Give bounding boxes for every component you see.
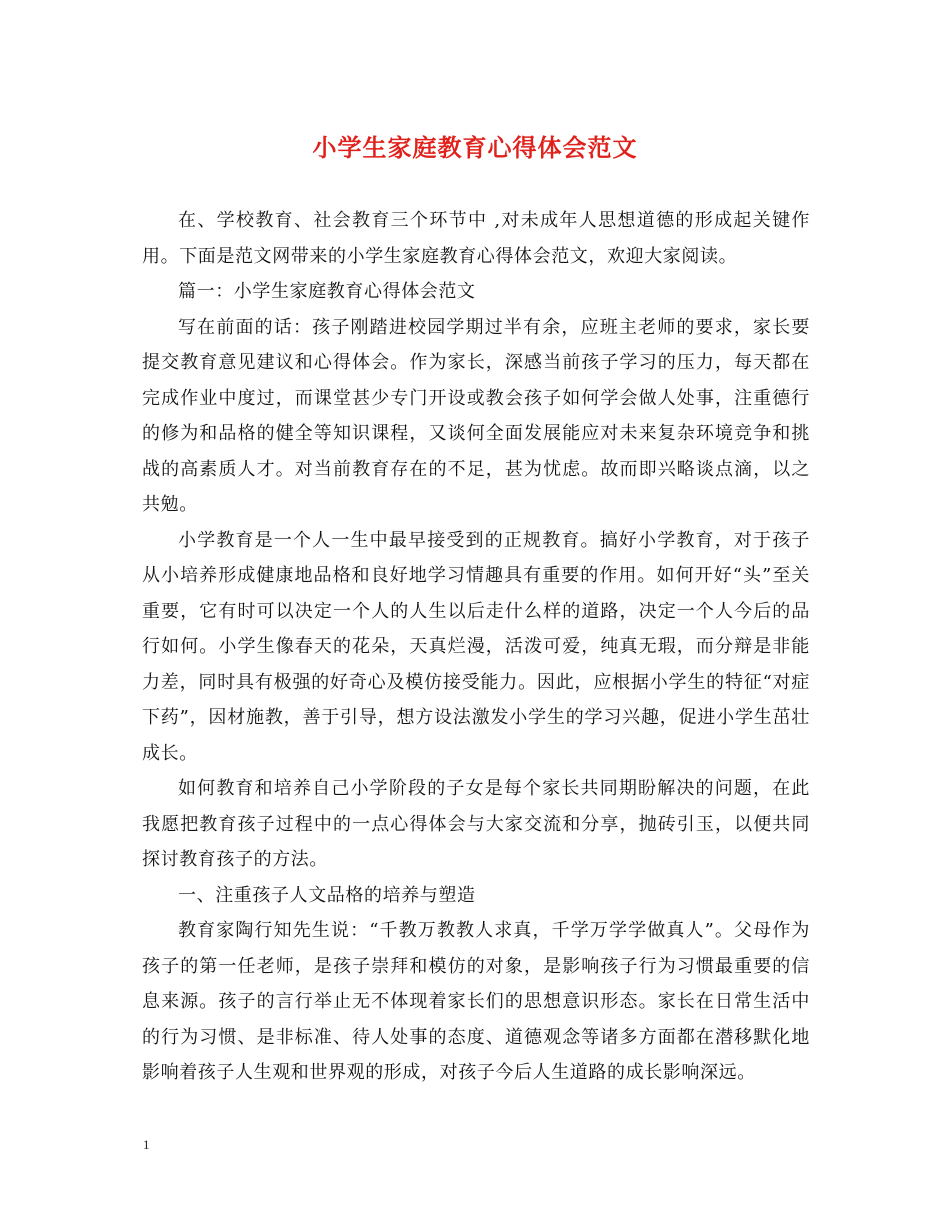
section-heading-part-one: 篇一：小学生家庭教育心得体会范文 <box>178 281 476 302</box>
paragraph-intro: 在、学校教育、社会教育三个环节中 ,对未成年人思想道德的形成起关键作用。下面是范文网带来的小学生家庭教育心得体会范文，欢迎大家阅读。 <box>142 210 810 267</box>
document-title: 小学生家庭教育心得体会范文 <box>312 133 638 162</box>
paragraph-preface: 写在前面的话：孩子刚踏进校园学期过半有余，应班主老师的要求，家长要提交教育意见建议和心得体会。作为家长，深感当前孩子学习的压力，每天都在完成作业中度过，而课堂甚少专门开设或教会孩子如何学会做人处事，注重德行的修为和品格的健全等知识课程，又谈何全面发展能应对未来复杂环境竞争和挑战的高素质人才。对当前教育存在的不足，甚为忧虑。故而即兴略谈点滴，以之共勉。 <box>142 316 810 515</box>
paragraph-primary-education: 小学教育是一个人一生中最早接受到的正规教育。搞好小学教育，对于孩子从小培养形成健康地品格和良好地学习情趣具有重要的作用。如何开好“头”至关重要，它有时可以决定一个人的人生以后走什么样的道路，决定一个人今后的品行如何。小学生像春天的花朵，天真烂漫，活泼可爱，纯真无瑕，而分辩是非能力差，同时具有极强的好奇心及模仿接受能力。因此，应根据小学生的特征“对症下药”，因材施教，善于引导，想方设法激发小学生的学习兴趣，促进小学生茁壮成长。 <box>142 529 810 764</box>
paragraph-tao-xingzhi-quote: 教育家陶行知先生说：“千教万教教人求真，千学万学学做真人”。父母作为孩子的第一任老师，是孩子崇拜和模仿的对象，是影响孩子行为习惯最重要的信息来源。孩子的言行举止无不体现着家长们的思想意识形态。家长在日常生活中的行为习惯、是非标准、待人处事的态度、道德观念等诸多方面都在潜移默化地影响着孩子人生观和世界观的形成，对孩子今后人生道路的成长影响深远。 <box>142 920 810 1083</box>
paragraph-how-to-educate: 如何教育和培养自己小学阶段的子女是每个家长共同期盼解决的问题，在此我愿把教育孩子过程中的一点心得体会与大家交流和分享，抛砖引玉，以便共同探讨教育孩子的方法。 <box>142 778 810 870</box>
document-body <box>142 203 810 1091</box>
page-number: 1 <box>143 1137 150 1152</box>
section-heading-humanistic-character: 一、注重孩子人文品格的培养与塑造 <box>178 884 476 906</box>
